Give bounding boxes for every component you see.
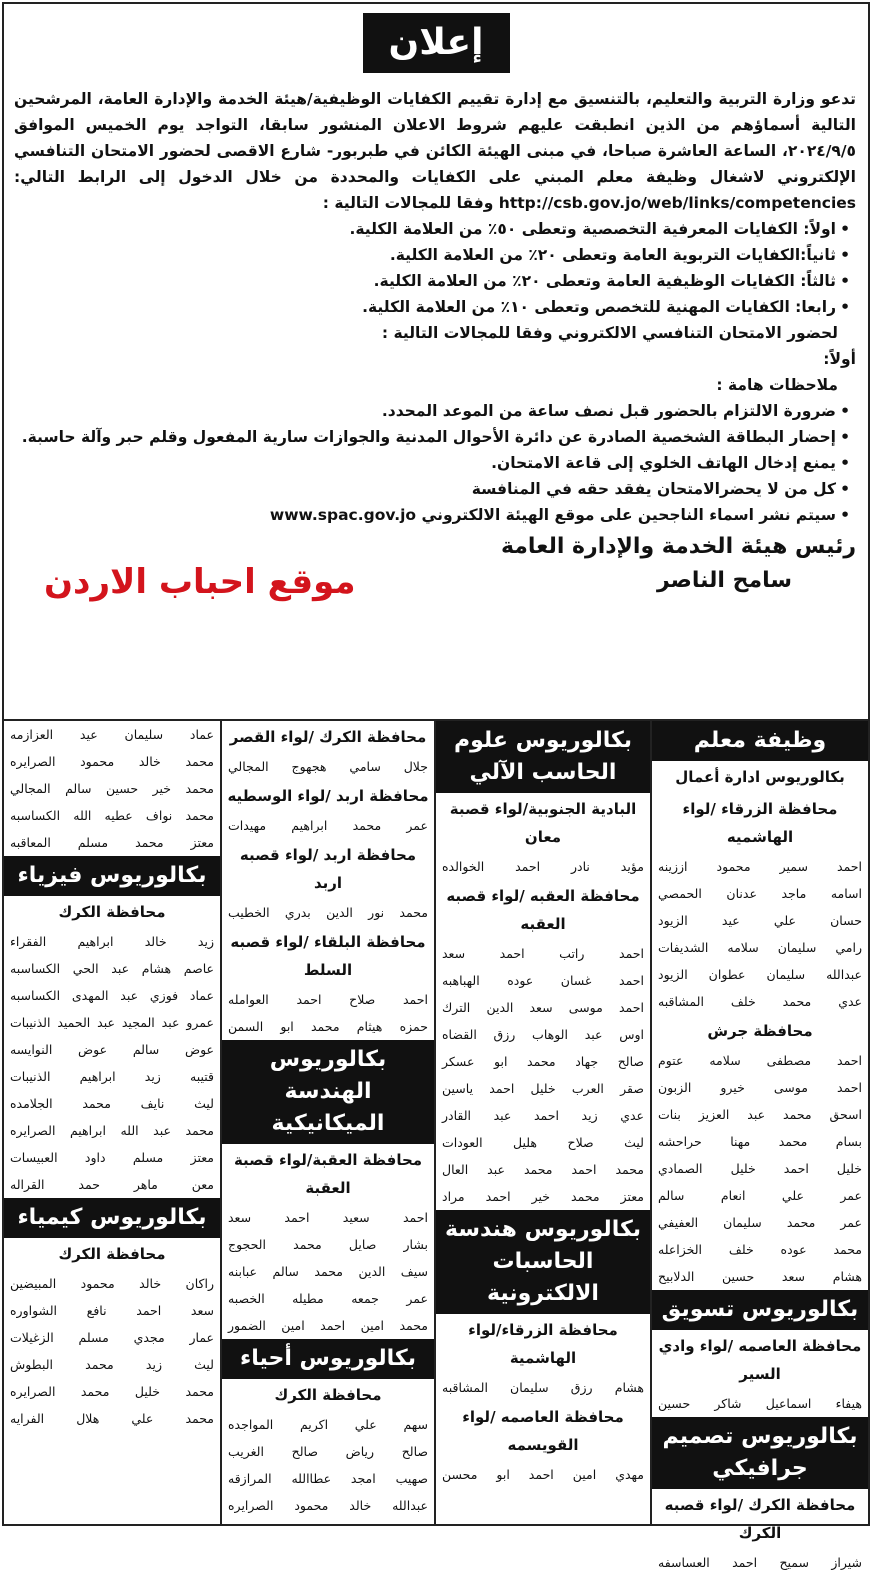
candidate-name: مهدي امين احمد ابو محسن bbox=[442, 1467, 644, 1482]
candidate-name: محمد احمد محمد عبد العال bbox=[442, 1162, 644, 1177]
candidate-name: هشام رزق سليمان المشاقبه bbox=[442, 1380, 644, 1395]
note-item: • إحضار البطاقة الشخصية الصادرة عن دائرة الأحوال المدنية والجوازات سارية المفعول وقلم حبر وآلة حاسبة. bbox=[14, 424, 836, 450]
candidate-name: عمر جمعه مطيله الخصبه bbox=[228, 1291, 428, 1306]
first-label: أولاً: bbox=[823, 350, 856, 368]
note-item: • كل من لا يحضرالامتحان يفقد حقه في المنافسة bbox=[14, 476, 836, 502]
candidate-name: جلال سامي هجهوج المجالي bbox=[228, 759, 428, 774]
region-heading: محافظة العقبة/لواء قصبة العقبة bbox=[233, 1151, 423, 1197]
field-item: • ثالثاً: الكفايات الوظيفية العامة وتعطى ٢٠٪ من العلامة الكلية. bbox=[14, 268, 836, 294]
region-heading: محافظة الكرك bbox=[274, 1386, 382, 1404]
field-item: • اولاً: الكفايات المعرفية التخصصية وتعطى ٥٠٪ من العلامة الكلية. bbox=[14, 216, 836, 242]
candidate-name: احمد مصطفى سلامه عتوم bbox=[658, 1053, 862, 1068]
candidate-name: سعد احمد نافع الشواوره bbox=[10, 1303, 214, 1318]
candidate-name: ليث زيد محمد البطوش bbox=[10, 1357, 214, 1372]
column-3 bbox=[220, 721, 434, 1524]
candidate-name: عبدالله خالد محمود الصرايره bbox=[228, 1498, 428, 1513]
field-item: • رابعا: الكفايات المهنية للتخصص وتعطى ١٠٪ من العلامة الكلية. bbox=[14, 294, 836, 320]
candidate-name: عمر محمد ابراهيم مهيدات bbox=[228, 818, 428, 833]
candidate-name: هيفاء اسماعيل شاكر حسين bbox=[658, 1396, 862, 1411]
region-heading: محافظة الكرك bbox=[58, 903, 166, 921]
section-header: بكالوريوس علوم الحاسب الآلي bbox=[436, 721, 650, 793]
notes-title: ملاحظات هامة : bbox=[716, 376, 838, 394]
region-heading: بكالوريوس ادارة أعمال bbox=[675, 768, 845, 786]
note-item: • يمنع إدخال الهاتف الخلوي إلى قاعة الامتحان. bbox=[14, 450, 836, 476]
candidate-name: ليث نايف محمد الجلامده bbox=[10, 1096, 214, 1111]
signature-name: سامح الناصر bbox=[656, 568, 792, 593]
region-heading: محافظة الكرك /لواء القصر bbox=[229, 728, 427, 746]
section-header: بكالوريوس كيمياء bbox=[4, 1198, 220, 1238]
candidate-name: ليث صلاح هليل العودات bbox=[442, 1135, 644, 1150]
candidate-name: اسحق محمد عبد العزيز بنات bbox=[658, 1107, 862, 1122]
fields-list bbox=[14, 216, 856, 320]
region-heading: محافظة العقبه /لواء قصبه العقبه bbox=[446, 887, 640, 933]
candidate-name: محمد عبد الله ابراهيم الصرايره bbox=[10, 1123, 214, 1138]
region-heading: محافظة اربد /لواء قصبه اربد bbox=[239, 846, 417, 892]
candidate-name: محمد نواف عطيه الله الكساسبه bbox=[10, 808, 214, 823]
candidate-name: صهيب امجد عطاالله المرازقه bbox=[228, 1471, 428, 1486]
exam-fields-line: لحضور الامتحان التنافسي الالكتروني وفقا للمجالات التالية : bbox=[381, 324, 838, 342]
section-header: بكالوريوس فيزياء bbox=[4, 856, 220, 896]
region-heading: البادية الجنوبية/لواء قصبة معان bbox=[449, 800, 637, 846]
column-1 bbox=[650, 721, 868, 1570]
column-4 bbox=[4, 721, 220, 1524]
candidate-name: عاصم هشام عبد الحي الكساسبه bbox=[10, 961, 214, 976]
candidate-name: محمد عوده خلف الخزاعله bbox=[658, 1242, 862, 1257]
candidate-name: احمد موسى خيرو الزبون bbox=[658, 1080, 862, 1095]
candidate-name: احمد غسان عوده الهباهبه bbox=[442, 973, 644, 988]
candidate-name: محمد نور الدين بدري الخطيب bbox=[228, 905, 428, 920]
region-heading: محافظة الكرك bbox=[58, 1245, 166, 1263]
candidate-name: اوس عبد الوهاب رزق القضاه bbox=[442, 1027, 644, 1042]
section-header: بكالوريوس الهندسة الميكانيكية bbox=[222, 1040, 434, 1144]
candidate-name: صالح رياض صالح الغريب bbox=[228, 1444, 428, 1459]
region-heading: محافظة العاصمه /لواء القويسمه bbox=[462, 1408, 624, 1454]
notes-list bbox=[14, 398, 856, 528]
candidate-name: احمد راتب احمد سعد bbox=[442, 946, 644, 961]
candidate-name: احمد موسى سعد الدين الترك bbox=[442, 1000, 644, 1015]
region-heading: محافظة اربد /لواء الوسطيه bbox=[227, 787, 429, 805]
field-item: • ثانياً:الكفايات التربوية العامة وتعطى ٢٠٪ من العلامة الكلية. bbox=[14, 242, 836, 268]
candidate-name: احمد سعيد احمد سعد bbox=[228, 1210, 428, 1225]
title-bar bbox=[4, 4, 868, 82]
candidate-name: هشام سعد حسين الدلابيح bbox=[658, 1269, 862, 1284]
candidates-grid bbox=[4, 719, 868, 1570]
region-heading: محافظة جرش bbox=[707, 1022, 813, 1040]
section-header: بكالوريوس تسويق bbox=[652, 1290, 868, 1330]
candidate-name: اسامه ماجد عدنان الحمصي bbox=[658, 886, 862, 901]
candidate-name: مؤيد نادر احمد الخوالده bbox=[442, 859, 644, 874]
candidate-name: معن ماهر حمد القراله bbox=[10, 1177, 214, 1192]
intro-text: تدعو وزارة التربية والتعليم، بالتنسيق مع إدارة تقييم الكفايات الوظيفية/هيئة الخدمة والإدارة العامة، المرشحين التالية أسماؤهم من الذين انطبقت عليهم شروط الاعلان المنشور سابقا، التواجد يوم الخميس الموافق ٢٠٢٤/٩/٥، الساعة العاشرة صباحا، في مبنى الهيئة الكائن في طبربور- شارع الاقصى لحضور الامتحان التنافسي الإلكتروني لاشغال وظيفة معلم المبني على الكفايات والمحددة من خلال الدخول إلى الرابط التالي: http://csb.gov.jo/web/links/competencies وفقا للمجالات التالية : bbox=[14, 90, 856, 212]
region-heading: محافظة العاصمه /لواء وادي السير bbox=[658, 1337, 862, 1383]
section-header: وظيفة معلم bbox=[652, 721, 868, 761]
candidate-name: احمد صلاح احمد العوامله bbox=[228, 992, 428, 1007]
candidate-name: معتز محمد مسلم المعاقبه bbox=[10, 835, 214, 850]
candidate-name: عدي زيد احمد عبد القادر bbox=[442, 1108, 644, 1123]
section-header: بكالوريوس أحياء bbox=[222, 1339, 434, 1379]
candidate-name: زيد خالد ابراهيم الفقراء bbox=[10, 934, 214, 949]
candidate-name: عماد فوزي عبد المهدى الكساسبه bbox=[10, 988, 214, 1003]
signature-title: رئيس هيئة الخدمة والإدارة العامة bbox=[500, 534, 856, 559]
candidate-name: محمد خليل محمد الصرايره bbox=[10, 1384, 214, 1399]
candidate-name: عدي محمد خلف المشاقبه bbox=[658, 994, 862, 1009]
region-heading: محافظة الكرك /لواء قصبه الكرك bbox=[664, 1496, 856, 1542]
region-heading: محافظة الزرقاء /لواء الهاشميه bbox=[682, 800, 838, 846]
candidate-name: معتز مسلم داود العبيسات bbox=[10, 1150, 214, 1165]
announcement-page bbox=[2, 2, 870, 1570]
candidate-name: بسام محمد مهنا حراحشه bbox=[658, 1134, 862, 1149]
note-item: • سيتم نشر اسماء الناجحين على موقع الهيئة الالكتروني www.spac.gov.jo bbox=[14, 502, 836, 528]
candidate-name: محمد امين احمد امين الضمور bbox=[228, 1318, 428, 1333]
candidate-name: راكان خالد محمود المبيضين bbox=[10, 1276, 214, 1291]
region-heading: محافظة البلقاء /لواء قصبه السلط bbox=[230, 933, 426, 979]
page-title: إعلان bbox=[363, 13, 510, 73]
candidate-name: قتيبه زيد ابراهيم الذنيبات bbox=[10, 1069, 214, 1084]
candidate-name: صقر العرب خليل احمد ياسين bbox=[442, 1081, 644, 1096]
candidate-name: صالح جهاد محمد ابو عسكر bbox=[442, 1054, 644, 1069]
candidate-name: بشار صايل محمد الحجوج bbox=[228, 1237, 428, 1252]
candidate-name: معتز محمد خير احمد مراد bbox=[442, 1189, 644, 1204]
candidate-name: عوض سالم عوض النوايسه bbox=[10, 1042, 214, 1057]
site-watermark: موقع احباب الاردن bbox=[44, 562, 356, 602]
candidate-name: رامي سليمان سلامه الشديفات bbox=[658, 940, 862, 955]
column-2 bbox=[434, 721, 650, 1524]
candidate-name: محمد علي هلال الفرايه bbox=[10, 1411, 214, 1426]
candidate-name: عمار مجدي مسلم الزغيلات bbox=[10, 1330, 214, 1345]
candidate-name: خليل احمد خليل الصمادي bbox=[658, 1161, 862, 1176]
candidate-name: احمد سمير محمود اززينه bbox=[658, 859, 862, 874]
candidate-name: حسان علي عيد الزيود bbox=[658, 913, 862, 928]
section-header: بكالوريوس تصميم جرافيكي bbox=[652, 1417, 868, 1489]
candidate-name: شيراز سميح احمد العساسفه bbox=[658, 1555, 862, 1570]
candidate-name: سهم علي اكريم المواجده bbox=[228, 1417, 428, 1432]
candidate-name: عمرو عبد المجيد عبد الحميد الذنيبات bbox=[10, 1015, 214, 1030]
candidate-name: عمر علي انعام سالم bbox=[658, 1188, 862, 1203]
region-heading: محافظة الزرقاء/لواء الهاشمية bbox=[468, 1321, 618, 1367]
candidate-name: سيف الدين محمد سالم عبابنه bbox=[228, 1264, 428, 1279]
section-header: بكالوريوس هندسة الحاسبات الالكترونية bbox=[436, 1210, 650, 1314]
candidate-name: عمر محمد سليمان العفيفي bbox=[658, 1215, 862, 1230]
candidate-name: حمزه هيثام محمد ابو السمن bbox=[228, 1019, 428, 1034]
signature-block bbox=[4, 528, 868, 608]
candidate-name: محمد خالد محمود الصرايره bbox=[10, 754, 214, 769]
intro-section bbox=[4, 82, 868, 528]
candidate-name: محمد خير حسين سالم المجالي bbox=[10, 781, 214, 796]
candidate-name: عماد سليمان عيد العزازمه bbox=[10, 727, 214, 742]
candidate-name: عبدالله سليمان عطوان الزيود bbox=[658, 967, 862, 982]
note-item: • ضرورة الالتزام بالحضور قبل نصف ساعة من الموعد المحدد. bbox=[14, 398, 836, 424]
